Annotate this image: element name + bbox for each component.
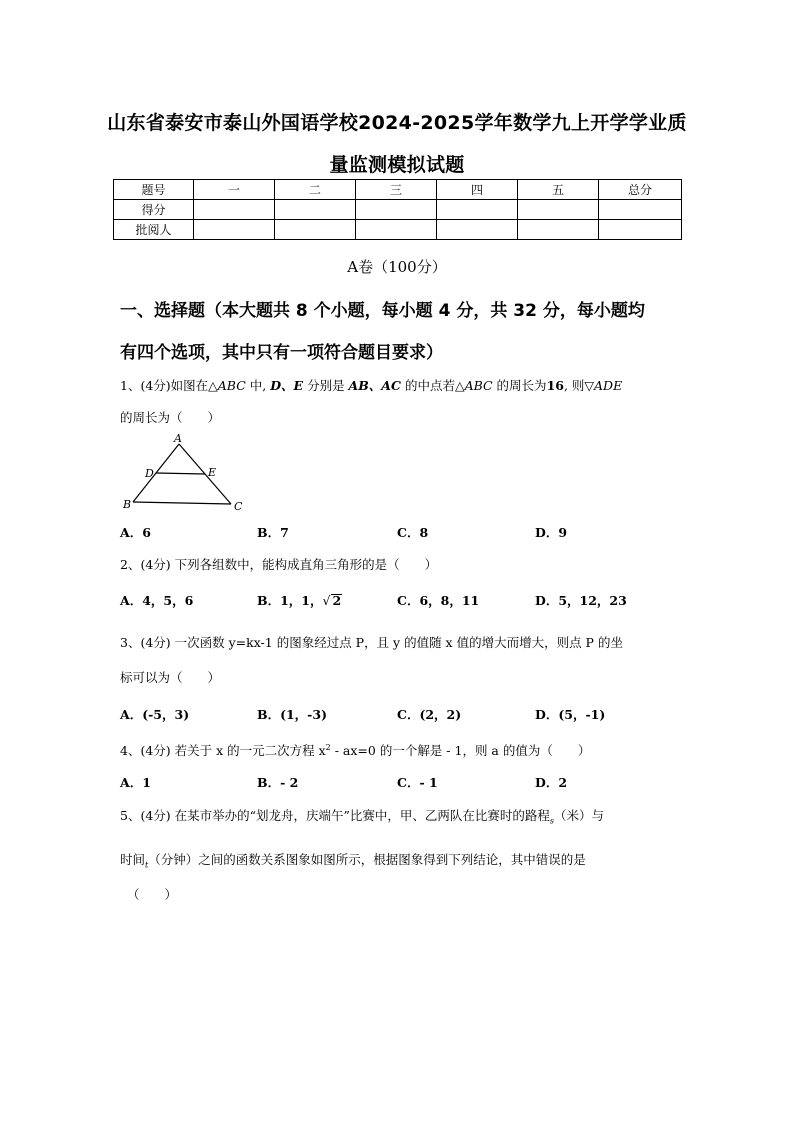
q4-option-c[interactable]: C．- 1 xyxy=(397,775,438,790)
table-header-cell: 一 xyxy=(194,180,275,200)
vertex-label-a: A xyxy=(174,432,182,445)
page-title-line1: 山东省泰安市泰山外国语学校2024-2025学年数学九上开学学业质 xyxy=(107,112,687,134)
score-cell[interactable] xyxy=(194,200,275,220)
question-2: 2、(4分) 下列各组数中，能构成直角三角形的是（ ） xyxy=(120,557,438,572)
table-header-cell: 题号 xyxy=(114,180,194,200)
question-3-line2: 标可以为（ ） xyxy=(120,670,221,685)
score-cell[interactable] xyxy=(275,200,356,220)
reviewer-cell[interactable] xyxy=(599,220,682,240)
table-row-label: 得分 xyxy=(114,200,194,220)
q4-option-b[interactable]: B．- 2 xyxy=(257,775,299,790)
table-header-cell: 三 xyxy=(356,180,437,200)
vertex-label-b: B xyxy=(123,498,132,511)
triangle-figure xyxy=(118,430,253,516)
vertex-label-e: E xyxy=(208,466,217,479)
q3-option-c[interactable]: C．(2，2) xyxy=(397,707,462,722)
q3-option-d[interactable]: D．(5，-1) xyxy=(535,707,606,722)
reviewer-cell[interactable] xyxy=(518,220,599,240)
page-title-line2: 量监测模拟试题 xyxy=(329,154,465,176)
score-cell[interactable] xyxy=(437,200,518,220)
reviewer-cell[interactable] xyxy=(437,220,518,240)
table-row xyxy=(114,200,682,220)
q4-option-d[interactable]: D．2 xyxy=(535,775,568,790)
score-cell[interactable] xyxy=(599,200,682,220)
section-juan-heading: A卷（100分） xyxy=(347,258,447,276)
q1-option-b[interactable]: B．7 xyxy=(257,525,289,540)
question-4: 4、(4分) 若关于 x 的一元二次方程 $x^2 - ax=0$ 的一个解是 - 1，则 a 的值为（ ） xyxy=(120,742,591,758)
table-header-cell: 五 xyxy=(518,180,599,200)
reviewer-cell[interactable] xyxy=(356,220,437,240)
q3-option-a[interactable]: A．(-5，3) xyxy=(120,707,190,722)
reviewer-cell[interactable] xyxy=(275,220,356,240)
question-5-line2: 时间$_t$（分钟）之间的函数关系图象如图所示，根据图象得到下列结论，其中错误的是 xyxy=(120,852,586,870)
table-header-cell: 四 xyxy=(437,180,518,200)
section1-heading-line2: 有四个选项，其中只有一项符合题目要求） xyxy=(120,343,443,363)
section1-heading-line1: 一、选择题（本大题共 8 个小题，每小题 4 分，共 32 分，每小题均 xyxy=(120,301,645,321)
question-3-line1: 3、(4分) 一次函数 y=kx-1 的图象经过点 P，且 y 的值随 x 值的增大而增大，则点 P 的坐 xyxy=(120,635,623,650)
q2-option-d[interactable]: D．5，12，23 xyxy=(535,593,627,608)
table-row xyxy=(114,220,682,240)
score-table xyxy=(113,179,682,240)
q1-option-c[interactable]: C．8 xyxy=(397,525,429,540)
question-1-line1: 1、(4分)如图在△ABC 中, D、E 分别是 AB、AC 的中点若△ABC 的周长为16, 则▽ADE xyxy=(120,378,623,393)
question-5-line3: （ ） xyxy=(127,887,178,902)
score-cell[interactable] xyxy=(356,200,437,220)
q3-option-b[interactable]: B．(1，-3) xyxy=(257,707,327,722)
table-row-label: 批阅人 xyxy=(114,220,194,240)
score-cell[interactable] xyxy=(518,200,599,220)
table-header-cell: 二 xyxy=(275,180,356,200)
q2-option-c[interactable]: C．6，8，11 xyxy=(397,593,480,608)
q1-option-d[interactable]: D．9 xyxy=(535,525,568,540)
vertex-label-d: D xyxy=(145,467,154,480)
q4-option-a[interactable]: A．1 xyxy=(120,775,151,790)
question-5-line1: 5、(4分) 在某市举办的“划龙舟，庆端午”比赛中，甲、乙两队在比赛时的路程$_s$（米）与 xyxy=(120,808,605,826)
vertex-label-c: C xyxy=(234,500,243,513)
table-header-cell: 总分 xyxy=(599,180,682,200)
question-1-line2: 的周长为（ ） xyxy=(120,410,221,425)
q1-option-a[interactable]: A．6 xyxy=(120,525,151,540)
table-header-row xyxy=(114,180,682,200)
reviewer-cell[interactable] xyxy=(194,220,275,240)
q2-option-a[interactable]: A．4，5，6 xyxy=(120,593,194,608)
q2-option-b[interactable]: B．1，1，√ 2 xyxy=(257,593,342,608)
